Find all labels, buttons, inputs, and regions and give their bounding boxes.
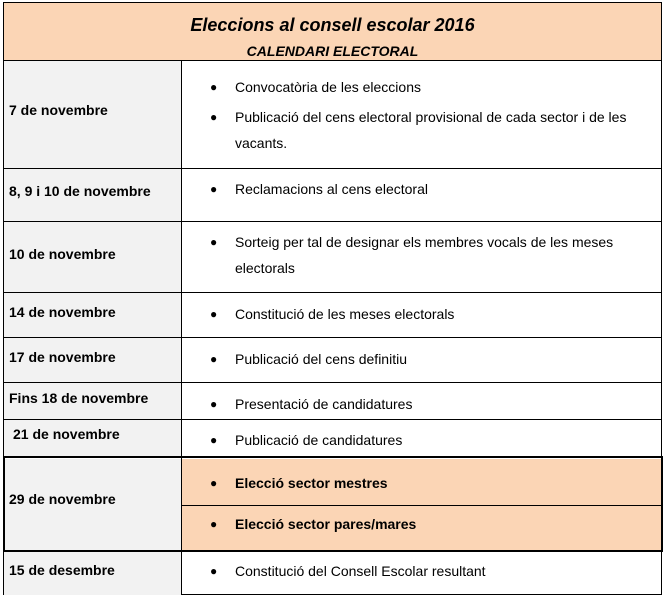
list-item	[182, 301, 661, 327]
bullet-icon: ●	[210, 352, 218, 366]
row-divider	[4, 60, 661, 61]
bullet-icon: ●	[210, 476, 218, 490]
row-divider	[4, 292, 661, 293]
item-text: Sorteig per tal de designar els membres vocals de les meses electorals	[235, 234, 614, 276]
row-divider	[4, 168, 661, 169]
list-item	[182, 74, 661, 100]
row-divider	[4, 419, 661, 420]
bullet-icon: ●	[210, 235, 218, 249]
item-text: Elecció sector mestres	[235, 475, 388, 491]
list-item	[182, 391, 661, 417]
row-divider	[4, 382, 661, 383]
row-date: Fins 18 de novembre	[9, 390, 149, 406]
bullet-icon: ●	[210, 397, 218, 411]
item-text: Presentació de candidatures	[235, 396, 413, 412]
list-item	[182, 427, 661, 453]
bullet-icon: ●	[210, 517, 218, 531]
list-item	[182, 229, 661, 281]
bullet-icon: ●	[210, 564, 218, 578]
bullet-icon: ●	[210, 182, 218, 196]
item-text: Reclamacions al cens electoral	[235, 181, 428, 197]
bullet-icon: ●	[210, 110, 218, 124]
row-date: 8, 9 i 10 de novembre	[9, 183, 151, 199]
page-subtitle: CALENDARI ELECTORAL	[246, 43, 419, 59]
page-title: Eleccions al consell escolar 2016	[190, 15, 475, 35]
row-date: 7 de novembre	[9, 102, 108, 118]
item-text: Publicació del cens definitiu	[235, 351, 407, 367]
bullet-icon: ●	[210, 80, 218, 94]
row-date: 17 de novembre	[9, 349, 116, 365]
row-date: 15 de desembre	[9, 562, 115, 578]
list-item	[182, 511, 661, 537]
row-date: 10 de novembre	[9, 246, 116, 262]
item-text: Convocatòria de les eleccions	[235, 79, 421, 95]
highlight-border	[3, 550, 663, 552]
row-divider	[4, 337, 661, 338]
item-text: Publicació de candidatures	[235, 432, 403, 448]
item-text: Publicació del cens electoral provisional de cada sector i de les vacants.	[235, 109, 627, 151]
list-item	[182, 104, 661, 156]
highlight-border	[661, 456, 663, 552]
list-item	[182, 470, 661, 496]
item-text: Elecció sector pares/mares	[235, 516, 417, 532]
list-item	[182, 558, 661, 584]
row-date: 29 de novembre	[9, 491, 116, 507]
item-text: Constitució de les meses electorals	[235, 306, 455, 322]
highlight-border	[3, 456, 5, 552]
item-text: Constitució del Consell Escolar resultant	[235, 563, 486, 579]
row-date: 21 de novembre	[13, 426, 120, 442]
highlight-border	[3, 456, 663, 458]
row-divider	[182, 505, 662, 506]
list-item	[182, 346, 661, 372]
bullet-icon: ●	[210, 307, 218, 321]
bullet-icon: ●	[210, 433, 218, 447]
row-date: 14 de novembre	[9, 304, 116, 320]
table-header	[4, 3, 661, 60]
row-divider	[4, 221, 661, 222]
list-item	[182, 176, 661, 202]
